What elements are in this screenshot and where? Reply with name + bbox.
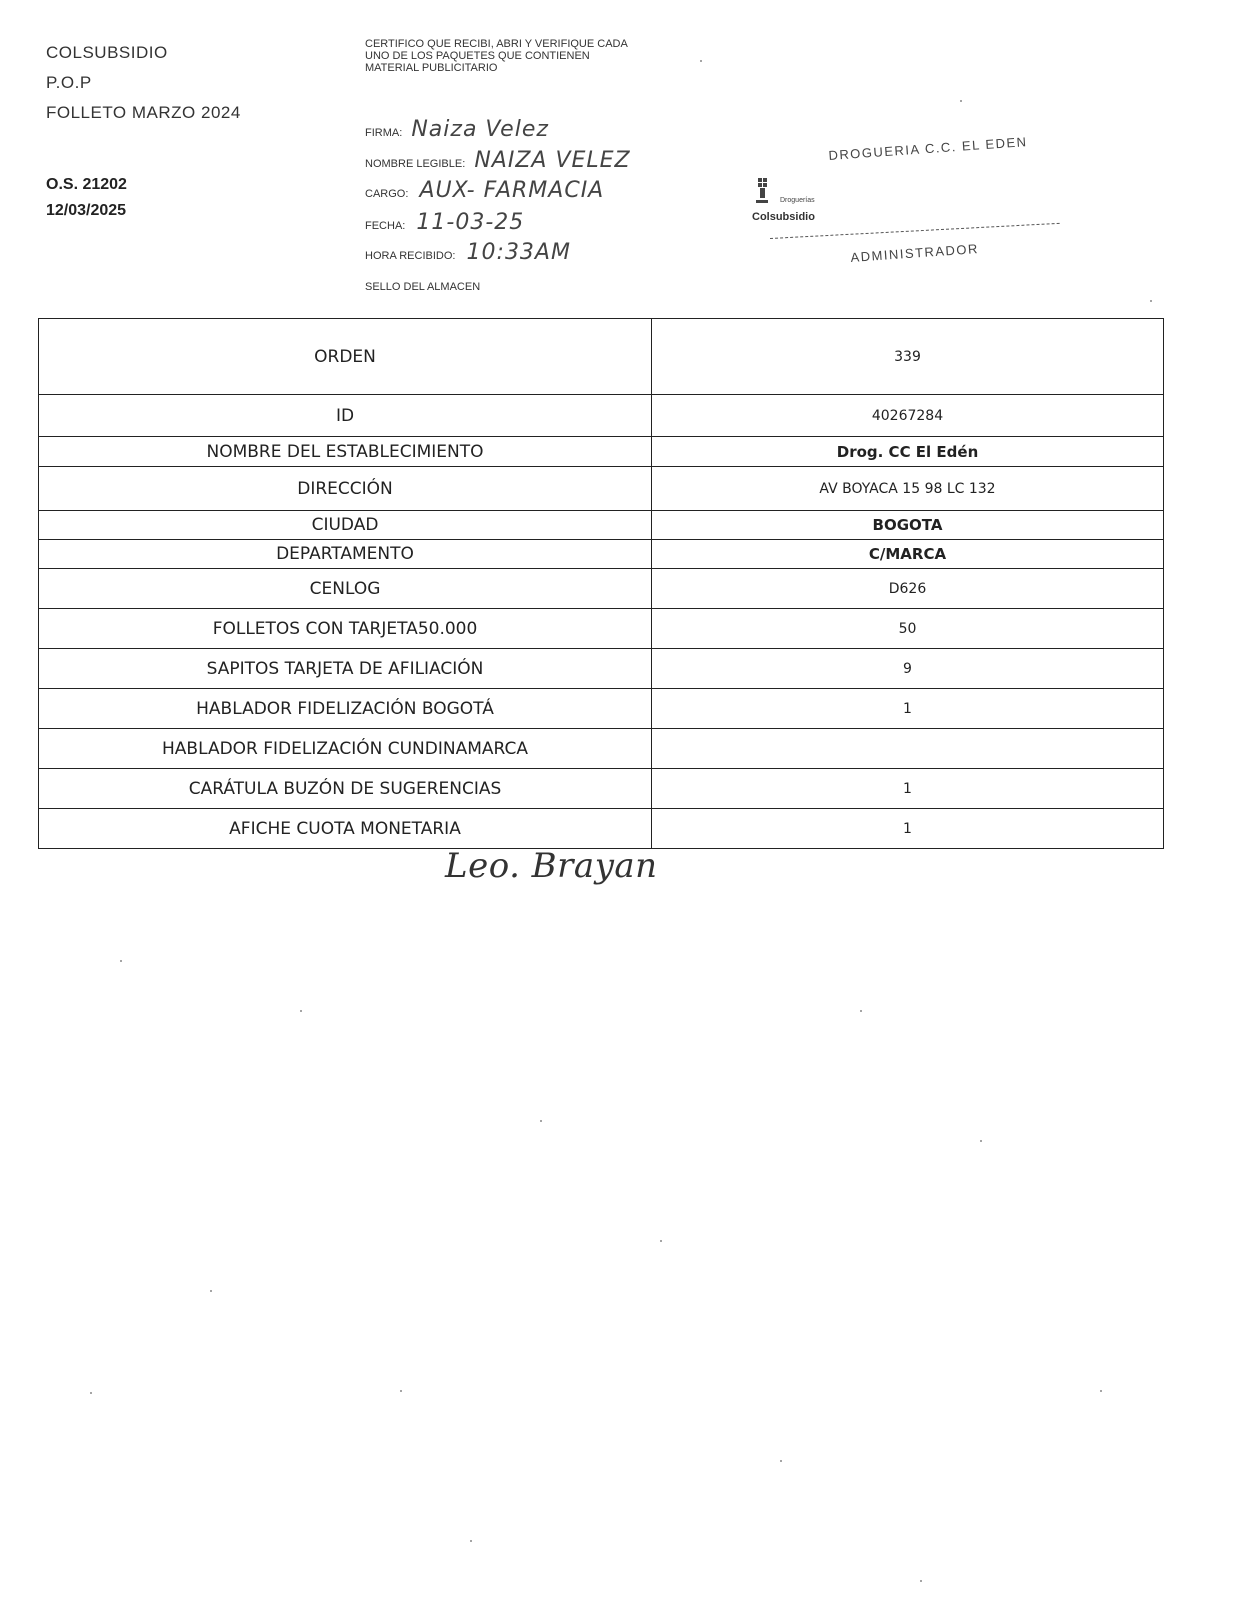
scan-speck	[660, 1240, 662, 1242]
row-value: D626	[652, 569, 1164, 609]
table-row	[39, 540, 1164, 569]
table-row	[39, 511, 1164, 540]
scan-speck	[90, 1392, 92, 1394]
stamp-role: ADMINISTRADOR	[850, 241, 980, 265]
fecha-field	[365, 210, 524, 235]
row-label: ID	[39, 395, 652, 437]
row-label: CIUDAD	[39, 511, 652, 540]
scan-speck	[960, 100, 962, 102]
row-label: SAPITOS TARJETA DE AFILIACIÓN	[39, 649, 652, 689]
scan-speck	[400, 1390, 402, 1392]
row-label: DEPARTAMENTO	[39, 540, 652, 569]
table-row	[39, 609, 1164, 649]
logo-icon	[752, 176, 844, 228]
table-row	[39, 569, 1164, 609]
cargo-field	[365, 178, 604, 203]
colsubsidio-logo	[752, 176, 844, 228]
nombre-handwritten: NAIZA VELEZ	[474, 148, 631, 173]
delivery-table	[38, 318, 1164, 849]
scan-speck	[300, 1010, 302, 1012]
sello-label: SELLO DEL ALMACEN	[365, 281, 481, 293]
row-value: 1	[652, 809, 1164, 849]
hora-handwritten: 10:33AM	[466, 240, 571, 265]
table-row	[39, 769, 1164, 809]
scan-speck	[980, 1140, 982, 1142]
table-row	[39, 437, 1164, 467]
fecha-label: FECHA:	[365, 220, 406, 232]
table-row	[39, 395, 1164, 437]
scan-speck	[1100, 1390, 1102, 1392]
nombre-field	[365, 148, 631, 173]
table-row	[39, 809, 1164, 849]
row-label: CARÁTULA BUZÓN DE SUGERENCIAS	[39, 769, 652, 809]
row-value: 1	[652, 769, 1164, 809]
row-value: 339	[652, 319, 1164, 395]
logo-brand-text: Colsubsidio	[752, 211, 815, 223]
firma-handwritten: Naiza Velez	[411, 117, 549, 142]
table-row	[39, 689, 1164, 729]
row-label: HABLADOR FIDELIZACIÓN CUNDINAMARCA	[39, 729, 652, 769]
nombre-label: NOMBRE LEGIBLE:	[365, 158, 466, 170]
pop-label: P.O.P	[46, 73, 92, 92]
handwritten-signature: Leo. Brayan	[445, 846, 658, 886]
scan-speck	[860, 1010, 862, 1012]
row-label: CENLOG	[39, 569, 652, 609]
row-value: 40267284	[652, 395, 1164, 437]
row-label: DIRECCIÓN	[39, 467, 652, 511]
table-row	[39, 729, 1164, 769]
row-value: 9	[652, 649, 1164, 689]
scan-speck	[700, 60, 702, 62]
row-value: BOGOTA	[652, 511, 1164, 540]
hora-field	[365, 240, 571, 265]
service-order-block	[46, 172, 127, 224]
header-left	[46, 38, 241, 128]
scan-speck	[210, 1290, 212, 1292]
row-value: C/MARCA	[652, 540, 1164, 569]
service-order-number: O.S. 21202	[46, 176, 127, 193]
scan-speck	[920, 1580, 922, 1582]
row-label: FOLLETOS CON TARJETA50.000	[39, 609, 652, 649]
row-label: AFICHE CUOTA MONETARIA	[39, 809, 652, 849]
scan-speck	[120, 960, 122, 962]
row-value	[652, 729, 1164, 769]
row-value: 1	[652, 689, 1164, 729]
folleto-label: FOLLETO MARZO 2024	[46, 103, 241, 122]
row-value: Drog. CC El Edén	[652, 437, 1164, 467]
table-row	[39, 467, 1164, 511]
scan-speck	[540, 1120, 542, 1122]
hora-label: HORA RECIBIDO:	[365, 250, 456, 262]
row-value: 50	[652, 609, 1164, 649]
firma-label: FIRMA:	[365, 127, 403, 139]
row-label: ORDEN	[39, 319, 652, 395]
scan-speck	[780, 1460, 782, 1462]
service-order-date: 12/03/2025	[46, 202, 127, 219]
table-row	[39, 319, 1164, 395]
certification-text: CERTIFICO QUE RECIBI, ABRI Y VERIFIQUE CADA UNO DE LOS PAQUETES QUE CONTIENEN MATERIAL PUBLICITARIO	[365, 38, 628, 74]
logo-small-text: Droguerías	[780, 197, 815, 204]
fecha-handwritten: 11-03-25	[416, 210, 525, 235]
row-label: HABLADOR FIDELIZACIÓN BOGOTÁ	[39, 689, 652, 729]
row-value: AV BOYACA 15 98 LC 132	[652, 467, 1164, 511]
firma-field	[365, 117, 549, 142]
cargo-label: CARGO:	[365, 188, 409, 200]
stamp-store-name: DROGUERIA C.C. EL EDEN	[828, 134, 1028, 163]
company-name: COLSUBSIDIO	[46, 43, 168, 62]
cargo-handwritten: AUX- FARMACIA	[419, 178, 605, 203]
table-row	[39, 649, 1164, 689]
scan-speck	[470, 1540, 472, 1542]
scan-speck	[1150, 300, 1152, 302]
row-label: NOMBRE DEL ESTABLECIMIENTO	[39, 437, 652, 467]
